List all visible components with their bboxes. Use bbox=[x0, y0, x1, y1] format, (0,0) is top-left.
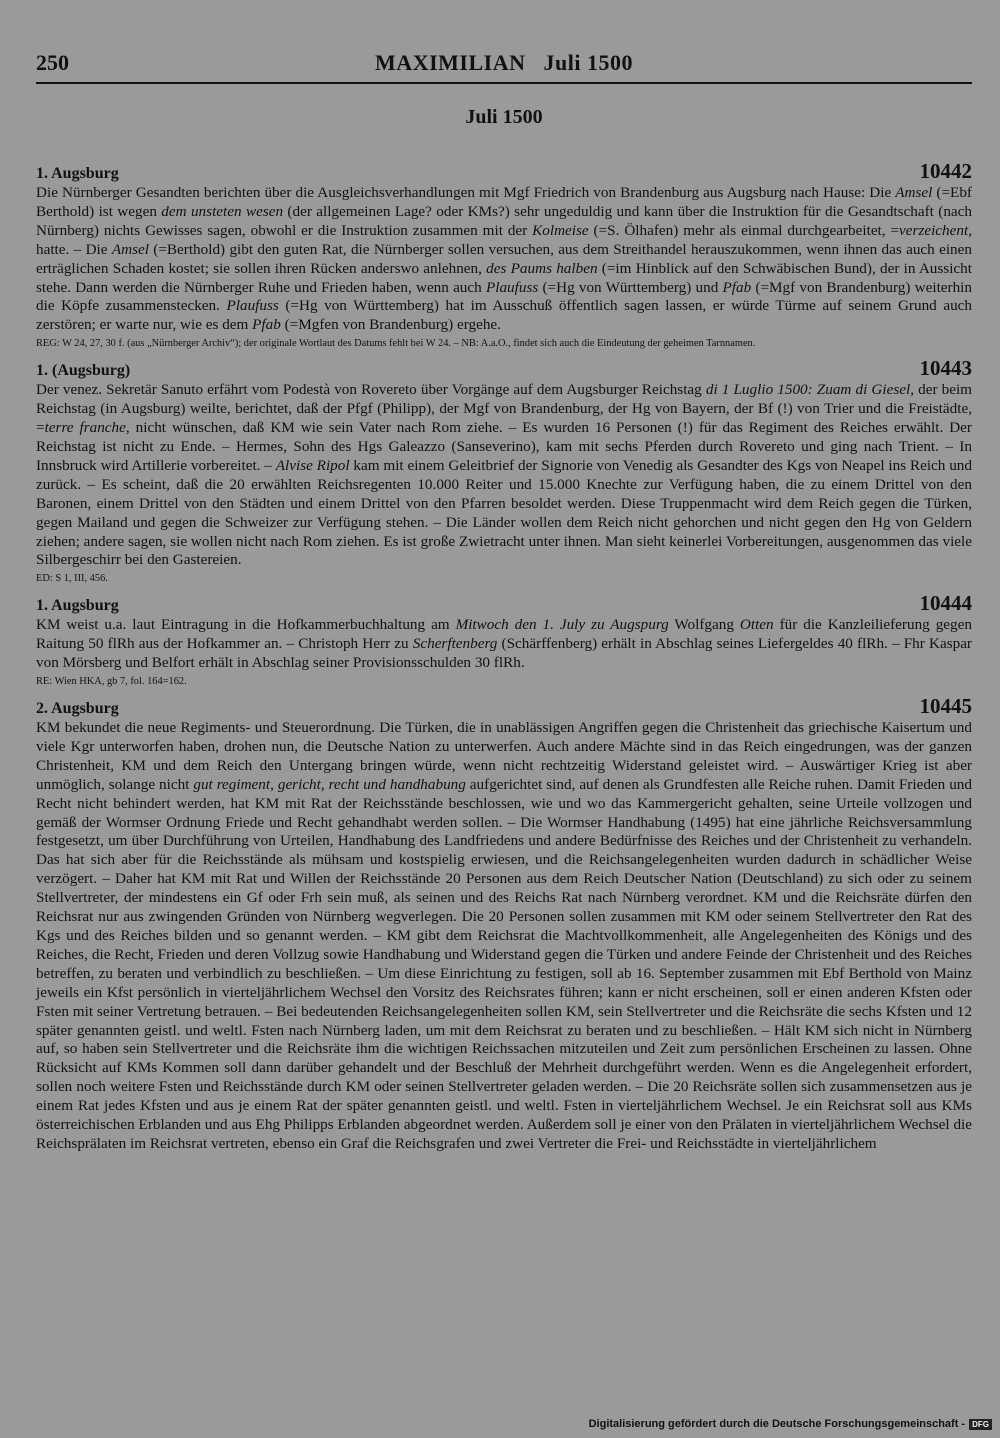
running-header bbox=[36, 48, 972, 80]
entry-heading bbox=[36, 159, 972, 184]
entry-10444 bbox=[36, 591, 972, 688]
entry-heading bbox=[36, 356, 972, 381]
entry-10442 bbox=[36, 159, 972, 350]
entry-place: 1. Augsburg bbox=[36, 597, 119, 615]
entry-heading bbox=[36, 591, 972, 616]
entry-body: Die Nürnberger Gesandten berichten über die Ausgleichsverhandlungen mit Mgf Friedrich von Brandenburg aus Augsburg nach Hause: Die Amsel (=Ebf Berthold) ist wegen dem unsteten wesen (der allgemeinen Lage? oder KMs?) sehr ungeduldig und kann über die Instruktion für die Gesandtschaft (nach Nürnberg) nichts Gewisses sagen, obwohl er die Instruktion zusammen mit der Kolmeise (=S. Ölhafen) mehr als einmal durchgearbeitet, =verzeichent, hatte. – Die Amsel (=Berthold) gibt den guten Rat, die Nürnberger sollen versuchen, aus dem Streithandel herauszukommen, wenn ihnen das auch einen erträglichen Schaden kostet; sie sollen ihren Rücken anderswo anlehnen, des Paums halben (=im Hinblick auf den Schwäbischen Bund), der in Aussicht stehe. Dann werden die Nürnberger Ruhe und Frieden haben, wenn auch Plaufuss (=Hg von Württemberg) und Pfab (=Mgf von Brandenburg) weiterhin die Köpfe zusammenstecken. Plaufuss (=Hg von Württemberg) hat im Ausschuß öffentlich sagen lassen, er würde Türme auf seinem Grund auch zerstören; er warte nur, wie es dem Pfab (=Mgfen von Brandenburg) ergehe. bbox=[36, 184, 972, 334]
entry-10445 bbox=[36, 694, 972, 1154]
entry-10443 bbox=[36, 356, 972, 585]
entry-source: REG: W 24, 27, 30 f. (aus „Nürnberger Archiv“); der originale Wortlaut des Datums fehlt bei W 24. – NB: A.a.O., findet sich auch die Eindeutung der geheimen Tarnnamen. bbox=[36, 338, 756, 350]
entry-body: KM bekundet die neue Regiments- und Steuerordnung. Die Türken, die in unablässigen Angriffen gegen die Christenheit das griechische Kaisertum und viele Kgr unterworfen haben, drohen nun, die Deutsche Nation zu unterwerfen. Auch andere Mächte sind in das Reich eingedrungen, was der ganzen Christenheit, KM und dem Reich den Untergang bringen würde, wenn nicht rechtzeitig Widerstand geleistet wird. – Auswärtiger Krieg ist aber unmöglich, solange nicht gut regiment, gericht, recht und handhabung aufgerichtet sind, auf denen als Grundfesten alle Reiche ruhen. Damit Frieden und Recht nicht behindert werden, hat KM mit Rat der Reichsstände beschlossen, wie und wo das Kammergericht gehalten, seine Urteile vollzogen und gemäß der Wormser Ordnung Friede und Recht gehandhabt werden sollen. – Die Wormser Handhabung (1495) hat eine jährliche Reichsversammlung festgesetzt, um über Durchführung von Urteilen, Handhabung des Landfriedens und andere Bedürfnisse des Reiches und der Christenheit zu verhandeln. Das hat sich aber für die Reichsstände als mühsam und kostspielig erwiesen, und die Reichsangelegenheiten wurden dadurch in schädlicher Weise verzögert. – Daher hat KM mit Rat und Willen der Reichsstände 20 Personen aus dem Reich Deutscher Nation (Deutschland) zu sich oder zu seinem Stellvertreter, der mindestens ein Gf oder Frh sein muß, als seinen und des Reichs Rat nach Nürnberg verordnet. KM und die Reichsräte dürfen den Reichsrat nur aus zwingenden Gründen von Nürnberg wegverlegen. Die 20 Personen sollen zusammen mit KM oder seinem Stellvertreter den Rat des Kgs und des Reiches bilden und so genannt werden. – KM gibt dem Reichsrat die Machtvollkommenheit, alle Angelegenheiten des Königs und des Reiches, die Recht, Frieden und deren Vollzug sowie Handhabung und Widerstand gegen die Türken und andere Feinde der Christenheit und des Reiches betreffen, zu beraten und verbindlich zu beschließen. – Um diese Einrichtung zu festigen, soll ab 16. September zusammen mit Ebf Berthold von Mainz jeweils ein Kfst persönlich in vierteljährlichem Wechsel den Vorsitz des Reichsrates führen; kann er nicht erscheinen, soll er einen anderen Kfsten oder Fsten mit seiner Vertretung betrauen. – Bei bedeutenden Reichsangelegenheiten sollen KM, sein Stellvertreter und die Reichsräte die sechs Kfsten und 12 später genannten geistl. und weltl. Fsten nach Nürnberg laden, um mit dem Reichsrat zu beraten und zu beschließen. – Hält KM sich nicht in Nürnberg auf, so haben sein Stellvertreter und die Reichsräte ihm die wichtigen Reichssachen mitzuteilen und Zeit zum persönlichen Erscheinen zu lassen. Ohne Rücksicht auf KMs Kommen soll dann darüber gehandelt und der Beschluß der Mehrheit durchgeführt werden. Wenn es die Angelegenheit erfordert, sollen noch weitere Fsten und Reichsstände durch KM oder seinen Stellvertreter geladen werden. – Die 20 Reichsräte sollen sich zusammensetzen aus je einem Rat jedes Kfsten und aus je einem Rat der später genannten geistl. und weltl. Fsten in vierteljährlichem Wechsel. Je ein Reichsrat soll aus KMs österreichischen Erblanden und aus Ehg Philipps Erblanden abgeordnet werden. Außerdem soll je einer von den Prälaten in vierteljährlichem Wechsel die Reichsprälaten im Reichsrat vertreten, ebenso ein Graf die Reichsgrafen und zwei Vertreter die Frei- und Reichsstädte in vierteljährlichem bbox=[36, 719, 972, 1152]
footer bbox=[589, 1418, 992, 1430]
footer-text: Digitalisierung gefördert durch die Deutsche Forschungsgemeinschaft - bbox=[588, 1418, 966, 1430]
document-page bbox=[36, 48, 972, 1160]
entry-body: KM weist u.a. laut Eintragung in die Hofkammerbuchhaltung am Mitwoch den 1. July zu Augspurg Wolfgang Otten für die Kanzleilieferung gegen Raitung 50 flRh aus der Hofkammer an. – Christoph Herr zu Scherftenberg (Schärffenberg) erhält in Abschlag seines Liefergeldes 40 flRh. – Fhr Kaspar von Mörsberg und Belfort erhält in Abschlag seiner Provisionsschulden 30 flRh. bbox=[36, 616, 972, 672]
entry-number: 10443 bbox=[919, 356, 972, 381]
month-heading: Juli 1500 bbox=[465, 106, 543, 128]
running-title: MAXIMILIAN Juli 1500 bbox=[375, 50, 633, 75]
entry-place: 1. Augsburg bbox=[36, 165, 119, 182]
entry-source: RE: Wien HKA, gb 7, fol. 164=162. bbox=[36, 676, 187, 688]
dfg-logo: DFG bbox=[969, 1419, 992, 1430]
entries-list bbox=[36, 159, 972, 1154]
page-number: 250 bbox=[36, 50, 69, 75]
entry-number: 10442 bbox=[919, 159, 972, 183]
header-rule bbox=[36, 82, 972, 84]
entry-heading bbox=[36, 694, 972, 719]
entry-body: Der venez. Sekretär Sanuto erfährt vom Podestà von Rovereto über Vorgänge auf dem Augsburger Reichstag di 1 Luglio 1500: Zuam di Giesel, der beim Reichstag (in Augsburg) weilte, berichtet, daß der Pfgf (Philipp), der Mgf von Brandenburg, der Hg von Bayern, der Bf (!) von Trier und die Freistädte, =terre franche, nicht wünschen, daß KM wie sein Vater nach Rom ziehe. – Es wurden 16 Personen (!) für das Regiment des Reiches erwählt. Der Reichstag ist nicht zu Ende. – Hermes, Sohn des Hgs Galeazzo (Sanseverino), kam mit sechs Pferden durch Rovereto und ging nach Trient. – In Innsbruck wird Artillerie vorbereitet. – Alvise Ripol kam mit einem Geleitbrief der Signorie von Venedig als Gesandter des Kgs von Neapel ins Reich und zurück. – Es scheint, daß die 20 erwählten Reichsregenten 10.000 Reiter und 15.000 Knechte zur Verfügung haben, die zu einem Drittel von den Baronen, einem Drittel von den Städten und einem Drittel von den Pfarren besoldet werden. Diese Truppenmacht wird dem Reich gegen die Türken, gegen Mailand und gegen die Schweizer zur Verfügung stehen. – Die Länder wollen dem Reich nicht gehorchen und nicht gegen den Hg von Geldern ziehen; andere sagen, sie wollen nicht nach Rom ziehen. Es ist große Zwietracht unter ihnen. Man sieht keinerlei Vorbereitungen, ausgenommen das viele Silbergeschirr bei den Gastereien. bbox=[36, 381, 972, 569]
entry-place: 1. (Augsburg) bbox=[36, 362, 131, 380]
entry-number: 10445 bbox=[919, 694, 972, 719]
entry-number: 10444 bbox=[919, 591, 972, 616]
entry-source: ED: S 1, III, 456. bbox=[36, 573, 108, 585]
entry-place: 2. Augsburg bbox=[36, 700, 119, 718]
